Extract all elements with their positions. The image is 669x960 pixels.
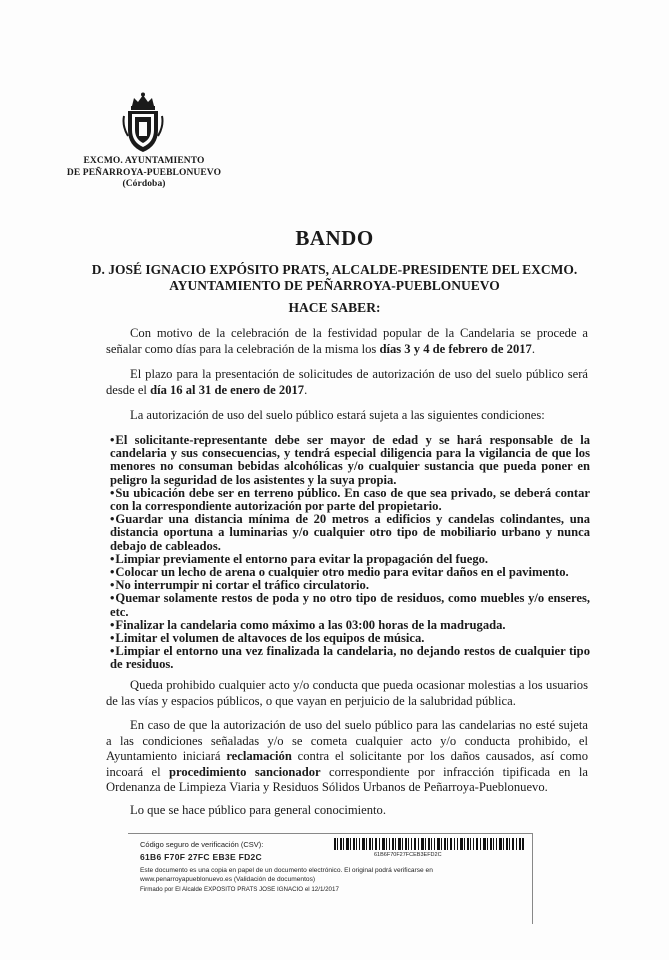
condition-text: Limpiar previamente el entorno para evitar la propagación del fuego. xyxy=(115,551,489,566)
csv-signed-by: Firmado por El Alcalde EXPOSITO PRATS JOSE IGNACIO el 12/1/2017 xyxy=(140,886,339,893)
province: (Córdoba) xyxy=(122,179,166,189)
paragraph-sanctions xyxy=(106,718,588,796)
paragraph-dates-bold: días 3 y 4 de febrero de 2017 xyxy=(379,341,532,356)
municipality-line1: EXCMO. AYUNTAMIENTO xyxy=(83,156,205,166)
paragraph-dates xyxy=(106,326,588,357)
document-title: BANDO xyxy=(295,226,374,250)
condition-item: •Colocar un lecho de arena o cualquier otro medio para evitar daños en el pavimento. xyxy=(110,565,569,580)
mayor-heading xyxy=(0,262,669,294)
condition-text: Su ubicación debe ser en terreno público. En caso de que sea privado, se deberá contar con la correspondiente autorización por parte del propietario. xyxy=(110,485,590,514)
condition-item: •Limpiar el entorno una vez finalizada la candelaria, no dejando restos de cualquier tipo de residuos. xyxy=(110,644,590,672)
sanctions-text-2: contra el solicitante por los daños causados, así como incoará el xyxy=(106,749,588,779)
paragraph-deadline-end: . xyxy=(304,382,308,397)
sanctions-text-1: En caso de que la autorización de uso del suelo público para las candelarias no esté sujeta a las condiciones señaladas y/o se cometa cualquier acto y/o conducta prohibido, el Ayuntamiento iniciará xyxy=(106,718,588,764)
municipality-name xyxy=(60,156,228,191)
paragraph-prohibition: Queda prohibido cualquier acto y/o conducta que pueda ocasionar molestias a los usuarios de las vías y espacios públicos, o que vayan en perjuicio de la salubridad pública. xyxy=(106,678,588,708)
condition-item: •El solicitante-representante debe ser mayor de edad y se hará responsable de la candelaria y sus consecuencias, y tendrá especial diligencia para la vigilancia de que los menores no consuman bebidas alcohólicas y/o cualquier sustancia que pueda poner en peligro la seguridad de los asistentes y la suya propia. xyxy=(110,433,590,487)
condition-item: •Finalizar la candelaria como máximo a las 03:00 horas de la madrugada. xyxy=(110,617,506,632)
condition-item: •Guardar una distancia mínima de 20 metros a edificios y candelas colindantes, una distancia oportuna a luminarias y/o cualquier otro tipo de mobiliario urbano y nunca debajo de cableados. xyxy=(110,512,590,553)
condition-text: Limitar el volumen de altavoces de los equipos de música. xyxy=(115,631,425,646)
barcode-text: 61B6F70F27FCEB3EFD2C xyxy=(374,852,442,858)
condition-item: •Quemar solamente restos de poda y no otro tipo de residuos, como muebles y/o enseres, etc. xyxy=(110,591,590,619)
municipality-line2: DE PEÑARROYA-PUEBLONUEVO xyxy=(66,167,222,178)
mayor-line1: D. JOSÉ IGNACIO EXPÓSITO PRATS, ALCALDE-PRESIDENTE DEL EXCMO. xyxy=(91,262,578,277)
condition-text: El solicitante-representante debe ser mayor de edad y se hará responsable de la candelaria y sus consecuencias, y tendrá especial diligencia para la vigilancia de que los menores no consuman bebidas alcohólicas y/o cualquier sustancia que pueda poner en peligro la seguridad de los asistentes y la suya propia. xyxy=(110,433,590,487)
sanctions-text-3: correspondiente por infracción tipificada en la Ordenanza de Limpieza Viaria y Residuos Sólidos Urbanos de Peñarroya-Pueblonuevo. xyxy=(106,764,588,795)
paragraph-deadline xyxy=(106,367,588,398)
condition-item: •Limitar el volumen de altavoces de los equipos de música. xyxy=(110,631,425,646)
condition-text: Finalizar la candelaria como máximo a las 03:00 horas de la madrugada. xyxy=(115,617,506,632)
paragraph-deadline-bold: día 16 al 31 de enero de 2017 xyxy=(150,382,305,397)
csv-label: Código seguro de verificación (CSV): xyxy=(140,840,264,849)
condition-item: •No interrumpir ni cortar el tráfico circulatorio. xyxy=(110,578,369,593)
condition-text: Limpiar el entorno una vez finalizada la candelaria, no dejando restos de cualquier tipo de residuos. xyxy=(110,644,590,672)
csv-note-line1: Este documento es una copia en papel de un documento electrónico. El original podrá verificarse en xyxy=(140,867,433,874)
verification-box xyxy=(128,833,533,924)
condition-text: No interrumpir ni cortar el tráfico circulatorio. xyxy=(115,578,369,593)
barcode-icon xyxy=(334,838,524,850)
csv-code: 61B6 F70F 27FC EB3E FD2C xyxy=(140,852,262,862)
condition-text: Quemar solamente restos de poda y no otro tipo de residuos, como muebles y/o enseres, etc. xyxy=(110,591,590,619)
paragraph-dates-end: . xyxy=(531,341,536,356)
condition-item: •Su ubicación debe ser en terreno público. En caso de que sea privado, se deberá contar con la correspondiente autorización por parte del propietario. xyxy=(110,485,590,514)
csv-note-line2: www.penarroyapueblonuevo.es (Validación de documentos) xyxy=(140,876,316,883)
sanctions-bold-1: reclamación xyxy=(226,749,292,764)
coat-of-arms-icon xyxy=(120,92,166,154)
sanctions-bold-2: procedimiento sancionador xyxy=(169,764,321,779)
paragraph-conditions-intro: La autorización de uso del suelo público estará sujeta a las siguientes condiciones: xyxy=(130,408,545,422)
paragraph-deadline-text: El plazo para la presentación de solicitudes de autorización de uso del suelo público será desde el xyxy=(106,367,588,397)
conditions-list xyxy=(110,434,590,672)
condition-item: •Limpiar previamente el entorno para evitar la propagación del fuego. xyxy=(110,551,489,566)
paragraph-dates-text: Con motivo de la celebración de la festividad popular de la Candelaria se procede a señalar como días para la celebración de la misma los xyxy=(106,326,588,356)
condition-text: Guardar una distancia mínima de 20 metros a edificios y candelas colindantes, una distancia oportuna a luminarias y/o cualquier otro tipo de mobiliario urbano y nunca debajo de cableados. xyxy=(110,512,590,553)
mayor-line2: AYUNTAMIENTO DE PEÑARROYA-PUEBLONUEVO xyxy=(169,278,500,293)
condition-text: Colocar un lecho de arena o cualquier otro medio para evitar daños en el pavimento. xyxy=(115,565,569,580)
csv-note xyxy=(140,866,525,884)
paragraph-closing: Lo que se hace público para general conocimiento. xyxy=(130,803,386,817)
hace-saber-heading: HACE SABER: xyxy=(288,300,381,315)
